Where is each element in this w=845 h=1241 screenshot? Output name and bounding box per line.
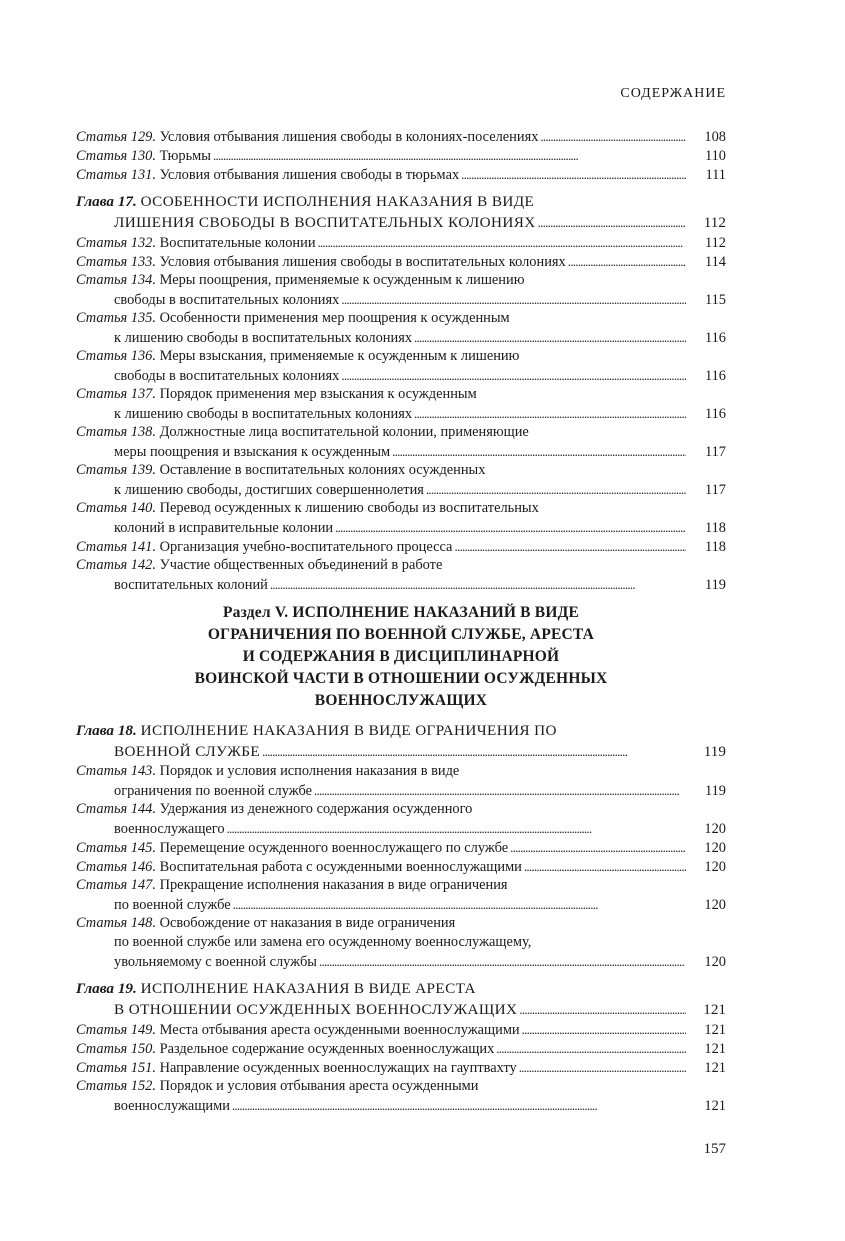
page-number: 157 [703, 1141, 726, 1157]
page-ref: 118 [704, 520, 726, 536]
article-title: Порядок и условия отбывания ареста осужденными [159, 1078, 479, 1094]
article-title: к лишению свободы в воспитательных колониях [114, 406, 413, 422]
article-title: Тюрьмы [159, 148, 211, 164]
page-ref: 119 [704, 577, 726, 593]
article-label: Статья 145. [76, 840, 156, 856]
toc-line [76, 252, 726, 271]
article-title: по военной службе или замена его осужденному военнослужащему, [114, 934, 532, 950]
article-label: Статья 138. [76, 424, 156, 440]
article-label: Статья 130. [76, 148, 156, 164]
article-label: Статья 133. [76, 254, 156, 270]
article-entry [76, 271, 726, 309]
article-title: Раздельное содержание осужденных военнослужащих [159, 1041, 495, 1057]
section-heading-line: ВОЕННОСЛУЖАЩИХ [314, 692, 488, 709]
toc-line [76, 999, 726, 1020]
dot-leader [341, 290, 686, 310]
toc-line [76, 857, 726, 876]
running-header: СОДЕРЖАНИЕ [620, 86, 726, 101]
toc-line [76, 191, 726, 212]
article-entry [76, 556, 726, 594]
article-entry [76, 127, 726, 146]
article-title: свободы в воспитательных колониях [114, 292, 340, 308]
article-title: Меры взыскания, применяемые к осужденным к лишению [159, 348, 520, 364]
toc-line [76, 480, 726, 499]
article-entry [76, 252, 726, 271]
article-title: военнослужащими [114, 1098, 230, 1114]
toc-line [76, 165, 726, 184]
dot-leader [318, 233, 686, 253]
page-ref: 121 [704, 1060, 726, 1076]
page-ref: 117 [704, 482, 726, 498]
chapter-title: ИСПОЛНЕНИЕ НАКАЗАНИЯ В ВИДЕ АРЕСТА [140, 980, 476, 997]
toc-line [76, 933, 726, 952]
toc-line [76, 914, 726, 933]
toc-line [76, 518, 726, 537]
dot-leader [524, 857, 686, 877]
article-title: воспитательных колоний [114, 577, 268, 593]
toc-line [76, 741, 726, 762]
article-entry [76, 838, 726, 857]
chapter-label: Глава 18. [76, 722, 137, 739]
chapter-title: ЛИШЕНИЯ СВОБОДЫ В ВОСПИТАТЕЛЬНЫХ КОЛОНИЯХ [114, 214, 536, 231]
article-label: Статья 147. [76, 877, 156, 893]
section-heading-line: Раздел V. ИСПОЛНЕНИЕ НАКАЗАНИЙ В ВИДЕ [223, 604, 579, 621]
article-entry [76, 857, 726, 876]
article-title: Освобождение от наказания в виде ограничения [159, 915, 456, 931]
article-entry [76, 309, 726, 347]
page-ref: 118 [704, 539, 726, 555]
toc-line [76, 978, 726, 999]
page-ref: 119 [704, 783, 726, 799]
article-label: Статья 148. [76, 915, 156, 931]
table-of-contents [76, 127, 726, 1115]
article-title: Условия отбывания лишения свободы в воспитательных колониях [159, 254, 566, 270]
article-title: свободы в воспитательных колониях [114, 368, 340, 384]
article-title: Направление осужденных военнослужащих на гауптвахту [159, 1060, 517, 1076]
toc-line [76, 146, 726, 165]
dot-leader [414, 404, 686, 424]
article-label: Статья 132. [76, 235, 156, 251]
article-title: ограничения по военной службе [114, 783, 313, 799]
article-label: Статья 137. [76, 386, 156, 402]
dot-leader [232, 1096, 686, 1116]
article-title: Перемещение осужденного военнослужащего по службе [159, 840, 509, 856]
chapter-title: ВОЕННОЙ СЛУЖБЕ [114, 743, 261, 760]
dot-leader [270, 575, 686, 595]
page-ref: 108 [704, 129, 726, 145]
page-ref: 120 [704, 954, 726, 970]
article-label: Статья 142. [76, 557, 156, 573]
dot-leader [519, 999, 686, 1020]
article-title: Воспитательные колонии [159, 235, 316, 251]
article-label: Статья 149. [76, 1022, 156, 1038]
article-title: Особенности применения мер поощрения к осужденным [159, 310, 510, 326]
dot-leader [341, 366, 686, 386]
dot-leader [213, 146, 686, 166]
article-label: Статья 136. [76, 348, 156, 364]
article-title: Удержания из денежного содержания осужденного [159, 801, 473, 817]
chapter-entry [76, 978, 726, 1020]
article-entry [76, 385, 726, 423]
article-label: Статья 134. [76, 272, 156, 288]
dot-leader [568, 252, 686, 272]
toc-line [76, 537, 726, 556]
section-heading-line: ОГРАНИЧЕНИЯ ПО ВОЕННОЙ СЛУЖБЕ, АРЕСТА [207, 626, 595, 643]
page-ref: 114 [704, 254, 726, 270]
dot-leader [540, 127, 686, 147]
toc-line [76, 290, 726, 309]
dot-leader [496, 1039, 686, 1059]
article-title: Должностные лица воспитательной колонии, применяющие [159, 424, 529, 440]
article-label: Статья 151. [76, 1060, 156, 1076]
article-entry [76, 1020, 726, 1039]
toc-line [76, 127, 726, 146]
toc-line [76, 347, 726, 366]
article-entry [76, 165, 726, 184]
dot-leader [227, 819, 686, 839]
page-ref: 111 [705, 167, 726, 183]
page-ref: 112 [704, 235, 726, 251]
article-entry [76, 537, 726, 556]
toc-line [76, 309, 726, 328]
chapter-label: Глава 17. [76, 193, 137, 210]
dot-leader [314, 781, 686, 801]
article-entry [76, 461, 726, 499]
article-title: колоний в исправительные колонии [114, 520, 334, 536]
chapter-entry [76, 191, 726, 233]
article-label: Статья 146. [76, 859, 156, 875]
page-ref: 121 [703, 1001, 726, 1018]
article-label: Статья 140. [76, 500, 156, 516]
page-ref: 119 [703, 743, 726, 760]
page-ref: 120 [704, 840, 726, 856]
chapter-label: Глава 19. [76, 980, 137, 997]
page-ref: 116 [704, 330, 726, 346]
dot-leader [538, 212, 686, 233]
article-entry [76, 800, 726, 838]
dot-leader [392, 442, 686, 462]
toc-line [76, 781, 726, 800]
article-title: Условия отбывания лишения свободы в тюрьмах [159, 167, 460, 183]
page-ref: 121 [704, 1041, 726, 1057]
article-label: Статья 139. [76, 462, 156, 478]
toc-line [76, 762, 726, 781]
dot-leader [335, 518, 686, 538]
toc-line [76, 233, 726, 252]
article-title: увольняемому с военной службы [114, 954, 317, 970]
toc-line [76, 1058, 726, 1077]
dot-leader [510, 838, 686, 858]
toc-line [76, 271, 726, 290]
article-label: Статья 143. [76, 763, 156, 779]
dot-leader [262, 741, 686, 762]
toc-line [76, 952, 726, 971]
page-ref: 120 [704, 859, 726, 875]
dot-leader [414, 328, 686, 348]
article-entry [76, 347, 726, 385]
chapter-title: В ОТНОШЕНИИ ОСУЖДЕННЫХ ВОЕННОСЛУЖАЩИХ [114, 1001, 518, 1018]
section-heading-line: ВОИНСКОЙ ЧАСТИ В ОТНОШЕНИИ ОСУЖДЕННЫХ [194, 670, 608, 687]
article-title: по военной службе [114, 897, 231, 913]
article-title: военнослужащего [114, 821, 225, 837]
article-entry [76, 499, 726, 537]
article-label: Статья 131. [76, 167, 156, 183]
page-ref: 115 [704, 292, 726, 308]
article-title: Порядок и условия исполнения наказания в виде [159, 763, 460, 779]
article-title: Условия отбывания лишения свободы в колониях-поселениях [159, 129, 539, 145]
toc-line [76, 385, 726, 404]
toc-line [76, 838, 726, 857]
article-label: Статья 152. [76, 1078, 156, 1094]
toc-line [76, 1039, 726, 1058]
article-entry [76, 1039, 726, 1058]
article-entry [76, 233, 726, 252]
page-ref: 121 [704, 1022, 726, 1038]
section-heading [76, 602, 726, 712]
article-label: Статья 135. [76, 310, 156, 326]
page-ref: 120 [704, 821, 726, 837]
page-ref: 117 [704, 444, 726, 460]
article-title: Организация учебно-воспитательного процесса [159, 539, 453, 555]
toc-line [76, 1077, 726, 1096]
toc-line [76, 1020, 726, 1039]
toc-line [76, 366, 726, 385]
section-heading-line: И СОДЕРЖАНИЯ В ДИСЦИПЛИНАРНОЙ [242, 648, 560, 665]
article-label: Статья 141. [76, 539, 156, 555]
chapter-title: ИСПОЛНЕНИЕ НАКАЗАНИЯ В ВИДЕ ОГРАНИЧЕНИЯ ПО [140, 722, 557, 739]
article-entry [76, 1077, 726, 1115]
article-entry [76, 876, 726, 914]
page-ref: 116 [704, 406, 726, 422]
dot-leader [519, 1058, 686, 1078]
article-label: Статья 150. [76, 1041, 156, 1057]
toc-line [76, 328, 726, 347]
toc-line [76, 800, 726, 819]
article-entry [76, 762, 726, 800]
article-entry [76, 914, 726, 971]
dot-leader [454, 537, 686, 557]
toc-line [76, 819, 726, 838]
toc-line [76, 212, 726, 233]
page-ref: 121 [704, 1098, 726, 1114]
toc-line [76, 895, 726, 914]
article-title: к лишению свободы, достигших совершеннолетия [114, 482, 424, 498]
toc-line [76, 876, 726, 895]
toc-line [76, 575, 726, 594]
article-title: Участие общественных объединений в работе [159, 557, 443, 573]
dot-leader [426, 480, 686, 500]
article-entry [76, 423, 726, 461]
article-title: Прекращение исполнения наказания в виде ограничения [159, 877, 508, 893]
article-title: к лишению свободы в воспитательных колониях [114, 330, 413, 346]
article-title: Порядок применения мер взыскания к осужденным [159, 386, 477, 402]
page-ref: 112 [703, 214, 726, 231]
dot-leader [319, 952, 686, 972]
chapter-entry [76, 720, 726, 762]
article-title: Места отбывания ареста осужденными военнослужащими [159, 1022, 520, 1038]
dot-leader [233, 895, 686, 915]
article-title: Оставление в воспитательных колониях осужденных [159, 462, 486, 478]
toc-line [76, 720, 726, 741]
article-title: меры поощрения и взыскания к осужденным [114, 444, 391, 460]
article-title: Воспитательная работа с осужденными военнослужащими [159, 859, 522, 875]
toc-line [76, 1096, 726, 1115]
page-ref: 110 [704, 148, 726, 164]
article-label: Статья 144. [76, 801, 156, 817]
dot-leader [461, 165, 686, 185]
toc-line [76, 404, 726, 423]
dot-leader [522, 1020, 686, 1040]
article-entry [76, 1058, 726, 1077]
page-ref: 116 [704, 368, 726, 384]
article-entry [76, 146, 726, 165]
chapter-title: ОСОБЕННОСТИ ИСПОЛНЕНИЯ НАКАЗАНИЯ В ВИДЕ [140, 193, 535, 210]
toc-line [76, 461, 726, 480]
article-label: Статья 129. [76, 129, 156, 145]
article-title: Меры поощрения, применяемые к осужденным к лишению [159, 272, 525, 288]
article-title: Перевод осужденных к лишению свободы из воспитательных [159, 500, 539, 516]
toc-line [76, 499, 726, 518]
toc-line [76, 556, 726, 575]
page-ref: 120 [704, 897, 726, 913]
toc-line [76, 423, 726, 442]
toc-line [76, 442, 726, 461]
